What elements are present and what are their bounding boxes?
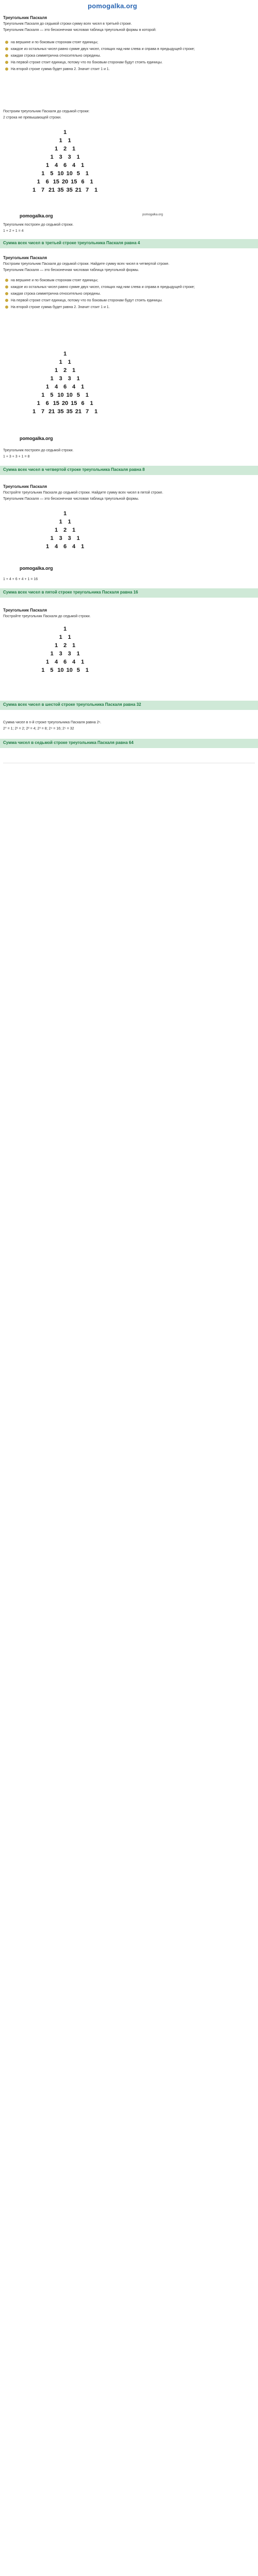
triangle-cell: 1 <box>68 519 71 525</box>
triangle-row <box>3 510 127 517</box>
section4-p1: Постройте треугольник Паскаля до седьмой строки. <box>3 615 91 618</box>
triangle-cell: 1 <box>45 162 50 168</box>
triangle-cell: 21 <box>49 409 55 415</box>
after-rules-1: Построим треугольник Паскаля до седьмой строки: <box>3 110 90 113</box>
triangle-cell: 6 <box>63 659 67 665</box>
triangle-cell: 1 <box>94 409 98 415</box>
triangle-cell: 1 <box>59 634 62 640</box>
triangle-cell: 1 <box>54 367 58 374</box>
rule-item <box>5 298 255 303</box>
rule-text: каждая строка симметрична относительно середины. <box>11 292 101 296</box>
rule-text: На второй строке сумма будет равна 2. Значит стоит 1 и 1. <box>11 306 110 309</box>
triangle-cell: 35 <box>57 187 64 193</box>
triangle-cell: 4 <box>72 162 76 168</box>
triangle-cell: 5 <box>50 667 54 673</box>
triangle-cell: 7 <box>41 409 45 415</box>
triangle-cell: 35 <box>66 409 73 415</box>
triangle-cell: 1 <box>45 659 50 665</box>
triangle-cell: 1 <box>50 154 54 160</box>
rule-text: каждое из остальных чисел равно сумме двух чисел, стоящих над ним слева и справа в предыдущей строке; <box>11 47 195 51</box>
answer-banner-text: Сумма всех чисел в пятой строке треугольника Паскаля равна 16 <box>3 590 138 595</box>
triangle-cell: 1 <box>76 376 80 382</box>
triangle-row <box>3 642 127 649</box>
triangle-row <box>3 658 127 666</box>
watermark: pomogalka.org <box>142 213 163 216</box>
bullet-icon <box>5 61 8 64</box>
triangle-row <box>3 383 127 391</box>
triangle-cell: 1 <box>85 667 89 673</box>
section-divider <box>3 762 255 764</box>
triangle-cell: 1 <box>80 544 85 550</box>
triangle-cell: 1 <box>68 359 71 365</box>
rule-item <box>5 305 255 310</box>
triangle-cell: 4 <box>72 384 76 390</box>
triangle-cell: 1 <box>41 667 45 673</box>
bullet-icon <box>5 306 8 309</box>
rule-text: на вершине и по боковым сторонам стоят единицы; <box>11 279 99 282</box>
triangle-cell: 1 <box>90 179 93 185</box>
triangle-cell: 3 <box>68 651 71 657</box>
triangle-cell: 6 <box>45 179 49 185</box>
triangle-row <box>3 359 127 366</box>
rule-text: на вершине и по боковым сторонам стоят единицы; <box>11 41 99 44</box>
triangle-row <box>3 625 127 633</box>
triangle-cell: 1 <box>72 146 76 152</box>
rule-text: На первой строке стоит единица, потому что по боковым сторонам будут стоять единицы. <box>11 61 163 64</box>
section1-sum: 1 + 2 + 1 = 4 <box>3 229 24 233</box>
triangle-cell: 1 <box>72 527 76 533</box>
triangle-cell: 6 <box>81 400 85 406</box>
triangle-cell: 15 <box>53 400 59 406</box>
triangle-cell: 7 <box>85 409 89 415</box>
section2-p2: Треугольник Паскаля — это бесконечная числовая таблица треугольной формы. <box>3 268 139 272</box>
triangle-cell: 4 <box>54 384 58 390</box>
triangle-row <box>3 178 127 185</box>
rule-text: На второй строке сумма будет равна 2. Значит стоит 1 и 1. <box>11 67 110 71</box>
triangle-cell: 6 <box>63 544 67 550</box>
triangle-cell: 6 <box>63 162 67 168</box>
section4-heading: Треугольник Паскаля <box>3 608 47 613</box>
triangle-cell: 3 <box>68 154 71 160</box>
answer-banner-text: Сумма чисел в седьмой строке треугольника Паскаля равна 64 <box>3 740 134 745</box>
rule-item <box>5 40 255 45</box>
triangle-cell: 1 <box>80 659 85 665</box>
triangle-cell: 4 <box>72 659 76 665</box>
rule-item <box>5 60 255 65</box>
triangle-cell: 2 <box>63 367 67 374</box>
triangle-cell: 1 <box>50 651 54 657</box>
triangle-cell: 35 <box>66 187 73 193</box>
triangle-cell: 1 <box>32 187 36 193</box>
triangle-cell: 2 <box>63 146 67 152</box>
triangle-row <box>3 350 127 358</box>
triangle-cell: 1 <box>50 376 54 382</box>
watermark: pomogalka.org <box>20 566 53 571</box>
triangle-cell: 1 <box>37 400 40 406</box>
triangle-cell: 1 <box>68 138 71 144</box>
triangle-cell: 10 <box>66 392 73 398</box>
triangle-cell: 2 <box>63 527 67 533</box>
triangle-cell: 7 <box>41 187 45 193</box>
triangle-cell: 1 <box>94 187 98 193</box>
triangle-row <box>3 650 127 657</box>
triangle-cell: 7 <box>85 187 89 193</box>
triangle-row <box>3 535 127 542</box>
triangle-cell: 1 <box>72 367 76 374</box>
watermark: pomogalka.org <box>20 213 53 218</box>
triangle-cell: 3 <box>59 651 62 657</box>
triangle-cell: 1 <box>76 535 80 541</box>
triangle-cell: 6 <box>45 400 49 406</box>
intro-heading: Треугольник Паскаля <box>3 15 47 20</box>
triangle-cell: 6 <box>81 179 85 185</box>
triangle-cell: 1 <box>63 511 67 517</box>
section1-p1: Треугольник построен до седьмой строки. <box>3 223 74 227</box>
answer-banner-2 <box>0 466 258 475</box>
triangle-row <box>3 634 127 641</box>
triangle-cell: 1 <box>90 400 93 406</box>
final-p2: 2⁰ = 1; 2¹ = 2; 2² = 4; 2³ = 8; 2⁴ = 16; 2⁵ = 32 <box>3 727 74 731</box>
section3-p2: Треугольник Паскаля — это бесконечная числовая таблица треугольной формы. <box>3 497 139 501</box>
pascal-triangle-2 <box>3 350 127 416</box>
rule-item <box>5 292 255 296</box>
triangle-cell: 1 <box>76 651 80 657</box>
triangle-cell: 1 <box>54 527 58 533</box>
triangle-cell: 1 <box>59 138 62 144</box>
triangle-cell: 1 <box>45 544 50 550</box>
bullet-icon <box>5 67 8 71</box>
answer-banner-3 <box>0 588 258 598</box>
answer-banner-text: Сумма всех чисел в четвертой строке треугольника Паскаля равна 8 <box>3 467 145 472</box>
triangle-row <box>3 145 127 152</box>
triangle-row <box>3 408 127 415</box>
bullet-icon <box>5 279 8 282</box>
triangle-cell: 3 <box>59 154 62 160</box>
triangle-cell: 1 <box>59 359 62 365</box>
answer-banner-text: Сумма всех чисел в третьей строке треугольника Паскаля равна 4 <box>3 241 140 245</box>
pascal-triangle-4 <box>3 625 127 675</box>
rule-item <box>5 285 255 290</box>
final-p1: Сумма чисел в n-й строке треугольника Паскаля равна 2ⁿ. <box>3 721 101 724</box>
triangle-cell: 21 <box>75 409 82 415</box>
triangle-cell: 3 <box>68 535 71 541</box>
triangle-cell: 1 <box>41 392 45 398</box>
triangle-cell: 5 <box>76 667 80 673</box>
triangle-row <box>3 367 127 374</box>
triangle-cell: 5 <box>50 392 54 398</box>
section2-p1: Построим треугольник Паскаля до седьмой строки. Найдите сумму всех чисел в четвертой строке. <box>3 262 170 266</box>
intro-p1: Треугольник Паскаля до седьмой строки сумму всех чисел в третьей строке. <box>3 22 132 26</box>
triangle-cell: 1 <box>54 146 58 152</box>
triangle-row <box>3 187 127 194</box>
triangle-cell: 15 <box>53 179 59 185</box>
triangle-cell: 20 <box>61 179 69 185</box>
triangle-cell: 3 <box>59 535 62 541</box>
site-logo[interactable]: pomogalka.org <box>88 2 137 10</box>
triangle-cell: 1 <box>72 642 76 649</box>
site-header <box>0 0 258 13</box>
triangle-cell: 3 <box>59 376 62 382</box>
answer-banner-final <box>0 739 258 748</box>
section2-heading: Треугольник Паскаля <box>3 256 47 260</box>
triangle-row <box>3 543 127 550</box>
triangle-cell: 10 <box>57 667 64 673</box>
bullet-icon <box>5 54 8 57</box>
triangle-cell: 4 <box>54 544 58 550</box>
triangle-cell: 1 <box>80 162 85 168</box>
rule-item <box>5 278 255 283</box>
triangle-cell: 15 <box>71 400 77 406</box>
triangle-cell: 5 <box>76 392 80 398</box>
triangle-row <box>3 170 127 177</box>
answer-banner-4 <box>0 701 258 710</box>
triangle-cell: 5 <box>50 171 54 177</box>
bullet-icon <box>5 47 8 50</box>
rules-list <box>5 40 255 74</box>
pascal-triangle-3 <box>3 510 127 551</box>
triangle-cell: 10 <box>66 667 73 673</box>
triangle-cell: 10 <box>57 171 64 177</box>
triangle-cell: 20 <box>61 400 69 406</box>
after-rules-2: 2 строка не превышающей строки. <box>3 116 62 120</box>
triangle-cell: 1 <box>45 384 50 390</box>
rule-text: каждая строка симметрична относительно середины. <box>11 54 101 58</box>
triangle-cell: 1 <box>37 179 40 185</box>
triangle-cell: 1 <box>54 642 58 649</box>
triangle-cell: 1 <box>68 634 71 640</box>
triangle-row <box>3 375 127 382</box>
triangle-row <box>3 400 127 407</box>
triangle-cell: 35 <box>57 409 64 415</box>
triangle-row <box>3 129 127 136</box>
triangle-cell: 1 <box>32 409 36 415</box>
triangle-cell: 1 <box>50 535 54 541</box>
triangle-cell: 1 <box>85 392 89 398</box>
triangle-row <box>3 162 127 169</box>
rules-list-2 <box>5 278 255 312</box>
triangle-cell: 5 <box>76 171 80 177</box>
bullet-icon <box>5 299 8 302</box>
triangle-row <box>3 137 127 144</box>
pascal-triangle-1 <box>3 129 127 195</box>
rule-item <box>5 47 255 52</box>
rule-text: На первой строке стоит единица, потому что по боковым сторонам будут стоять единицы. <box>11 299 163 302</box>
triangle-cell: 1 <box>76 154 80 160</box>
section3-heading: Треугольник Паскаля <box>3 484 47 489</box>
section3-sum: 1 + 4 + 6 + 4 + 1 = 16 <box>3 578 38 581</box>
triangle-cell: 4 <box>54 659 58 665</box>
triangle-row <box>3 527 127 534</box>
watermark: pomogalka.org <box>20 436 53 441</box>
rule-item <box>5 54 255 58</box>
section2-tail1: Треугольник построен до седьмой строки. <box>3 449 74 452</box>
answer-banner-text: Сумма всех чисел в шестой строке треугольника Паскаля равна 32 <box>3 702 141 707</box>
rule-item <box>5 67 255 72</box>
triangle-cell: 10 <box>57 392 64 398</box>
intro-p2: Треугольник Паскаля — это бесконечная числовая таблица треугольной формы в которой: <box>3 28 156 32</box>
triangle-cell: 1 <box>59 519 62 525</box>
triangle-cell: 21 <box>49 187 55 193</box>
answer-banner-1 <box>0 239 258 248</box>
triangle-cell: 1 <box>41 171 45 177</box>
bullet-icon <box>5 41 8 44</box>
triangle-cell: 3 <box>68 376 71 382</box>
rule-text: каждое из остальных чисел равно сумме двух чисел, стоящих над ним слева и справа в предыдущей строке; <box>11 285 195 289</box>
triangle-cell: 2 <box>63 642 67 649</box>
triangle-row <box>3 392 127 399</box>
triangle-cell: 1 <box>63 626 67 632</box>
triangle-cell: 1 <box>63 351 67 357</box>
triangle-row <box>3 518 127 526</box>
triangle-row <box>3 154 127 161</box>
triangle-row <box>3 667 127 674</box>
triangle-cell: 10 <box>66 171 73 177</box>
triangle-cell: 15 <box>71 179 77 185</box>
triangle-cell: 1 <box>85 171 89 177</box>
section2-sum: 1 + 3 + 3 + 1 = 8 <box>3 455 30 459</box>
triangle-cell: 4 <box>72 544 76 550</box>
triangle-cell: 4 <box>54 162 58 168</box>
triangle-cell: 1 <box>80 384 85 390</box>
bullet-icon <box>5 292 8 295</box>
triangle-cell: 6 <box>63 384 67 390</box>
triangle-cell: 1 <box>63 129 67 135</box>
bullet-icon <box>5 285 8 289</box>
section3-p1: Постройте треугольник Паскаля до седьмой строки. Найдите сумму всех чисел в пятой строке. <box>3 491 164 495</box>
triangle-cell: 21 <box>75 187 82 193</box>
